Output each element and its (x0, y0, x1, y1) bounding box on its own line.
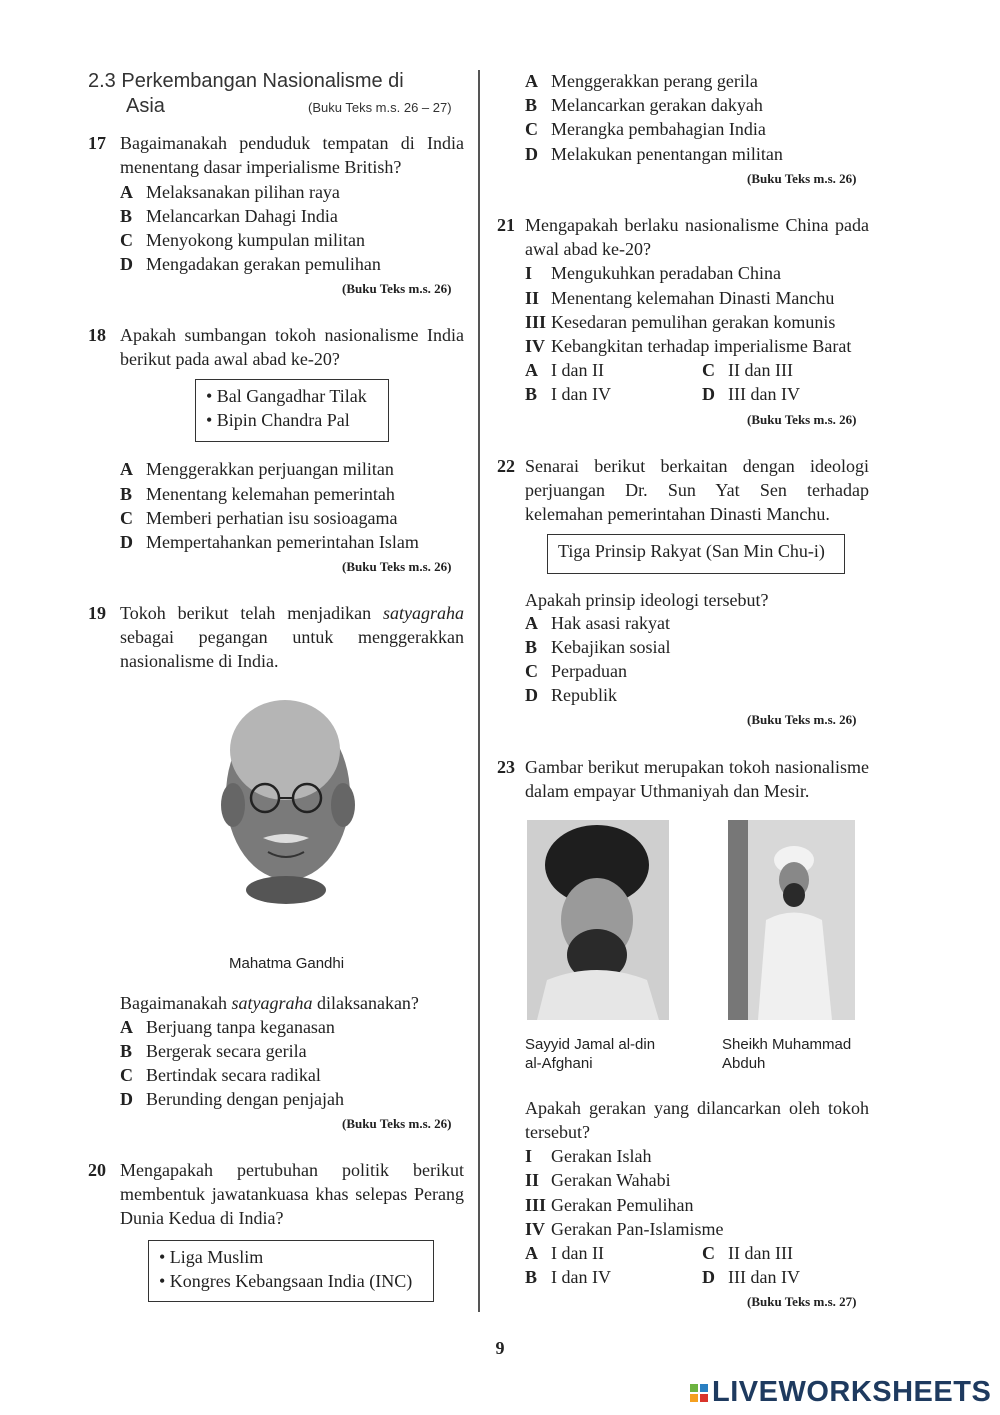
question-23-stem: Apakah gerakan yang dilancarkan oleh tokoh tersebut? (525, 1098, 869, 1142)
q18-option-a[interactable]: A Menggerakkan perjuangan militan (120, 459, 394, 479)
q20-option-b[interactable]: B Melancarkan gerakan dakyah (525, 95, 763, 115)
gandhi-portrait-image (203, 690, 369, 905)
q21-option-a[interactable]: A I dan II (525, 360, 604, 380)
q21-item-2: II Menentang kelemahan Dinasti Manchu (525, 288, 835, 308)
q23-item-2: II Gerakan Wahabi (525, 1170, 671, 1190)
q19-ref: (Buku Teks m.s. 26) (342, 1116, 452, 1131)
q20-option-c[interactable]: C Merangka pembahagian India (525, 119, 766, 139)
afghani-caption (525, 1035, 655, 1073)
q22-info-box: Tiga Prinsip Rakyat (San Min Chu-i) (547, 534, 845, 574)
q17-option-c[interactable]: C Menyokong kumpulan militan (120, 230, 365, 250)
q18-ref: (Buku Teks m.s. 26) (342, 559, 452, 574)
question-19-stem: Bagaimanakah satyagraha dilaksanakan? (120, 993, 419, 1013)
q20-info-box (148, 1240, 434, 1302)
abduh-caption (722, 1035, 851, 1073)
q19-option-c[interactable]: C Bertindak secara radikal (120, 1065, 321, 1085)
q23-item-4: IV Gerakan Pan-Islamisme (525, 1219, 724, 1239)
q23-ref: (Buku Teks m.s. 27) (747, 1294, 857, 1309)
q23-item-1: I Gerakan Islah (525, 1146, 652, 1166)
question-20-text: Mengapakah pertubuhan politik berikut membentuk jawatankuasa khas selepas Perang Dunia Kedua di India? (120, 1160, 464, 1228)
section-title-cont: Asia (126, 95, 165, 117)
question-number-17: 17 (88, 133, 106, 153)
question-22-text: Senarai berikut berkaitan dengan ideologi perjuangan Dr. Sun Yat Sen terhadap kelemahan pemerintahan Dinasti Manchu. (525, 456, 869, 524)
q20-ref: (Buku Teks m.s. 26) (747, 171, 857, 186)
afghani-photo (527, 820, 669, 1020)
question-number-22: 22 (497, 456, 515, 476)
afghani-portrait-image (527, 820, 669, 1020)
afghani-caption-line: Sayyid Jamal al-din (525, 1036, 656, 1053)
question-number-21: 21 (497, 215, 515, 235)
gandhi-caption: Mahatma Gandhi (229, 955, 345, 972)
question-number-23: 23 (497, 757, 515, 777)
q17-option-b[interactable]: B Melancarkan Dahagi India (120, 206, 338, 226)
q22-ref: (Buku Teks m.s. 26) (747, 712, 857, 727)
afghani-caption-line: al-Afghani (525, 1055, 593, 1072)
q17-ref: (Buku Teks m.s. 26) (342, 281, 452, 296)
abduh-portrait-image (728, 820, 855, 1020)
q18-option-b[interactable]: B Menentang kelemahan pemerintah (120, 484, 395, 504)
q22-option-a[interactable]: A Hak asasi rakyat (525, 613, 670, 633)
liveworksheets-logo-icon (690, 1384, 708, 1402)
q23-option-a[interactable]: A I dan II (525, 1243, 604, 1263)
q18-box-item: • Bal Gangadhar Tilak (206, 386, 367, 406)
q22-option-b[interactable]: B Kebajikan sosial (525, 637, 671, 657)
q21-option-c[interactable]: C II dan III (702, 360, 793, 380)
q21-option-b[interactable]: B I dan IV (525, 384, 611, 404)
question-23-text: Gambar berikut merupakan tokoh nasionalisme dalam empayar Uthmaniyah dan Mesir. (525, 757, 869, 801)
q21-ref: (Buku Teks m.s. 26) (747, 412, 857, 427)
q20-option-a[interactable]: A Menggerakkan perang gerila (525, 71, 758, 91)
q19-option-d[interactable]: D Berunding dengan penjajah (120, 1089, 344, 1109)
gandhi-photo (203, 690, 369, 905)
q23-item-3: III Gerakan Pemulihan (525, 1195, 694, 1215)
q21-item-3: III Kesedaran pemulihan gerakan komunis (525, 312, 836, 332)
liveworksheets-logo-text: LIVEWORKSHEETS (712, 1376, 992, 1408)
question-number-19: 19 (88, 603, 106, 623)
question-19-text: Tokoh berikut telah menjadikan satyagraha sebagai pegangan untuk menggerakkan nasionalisme di India. (120, 603, 464, 671)
q22-option-c[interactable]: C Perpaduan (525, 661, 627, 681)
q23-option-d[interactable]: D III dan IV (702, 1267, 800, 1287)
abduh-caption-line: Sheikh Muhammad (722, 1036, 852, 1053)
q23-option-c[interactable]: C II dan III (702, 1243, 793, 1263)
q18-info-box (195, 379, 389, 442)
abduh-caption-line: Abduh (722, 1055, 766, 1072)
q23-option-b[interactable]: B I dan IV (525, 1267, 611, 1287)
question-18-text: Apakah sumbangan tokoh nasionalisme India berikut pada awal abad ke-20? (120, 325, 464, 369)
q20-option-d[interactable]: D Melakukan penentangan militan (525, 144, 783, 164)
q20-box-item: • Liga Muslim (159, 1247, 264, 1267)
q18-option-d[interactable]: D Mempertahankan pemerintahan Islam (120, 532, 419, 552)
q17-option-a[interactable]: A Melaksanakan pilihan raya (120, 182, 340, 202)
q18-box-item: • Bipin Chandra Pal (206, 410, 350, 430)
q21-item-1: I Mengukuhkan peradaban China (525, 263, 781, 283)
q19-option-b[interactable]: B Bergerak secara gerila (120, 1041, 307, 1061)
question-21-text: Mengapakah berlaku nasionalisme China pada awal abad ke-20? (525, 215, 869, 259)
page-number: 9 (495, 1338, 505, 1358)
column-divider (478, 70, 480, 1312)
liveworksheets-logo[interactable] (690, 1376, 991, 1409)
question-number-20: 20 (88, 1160, 106, 1180)
question-number-18: 18 (88, 325, 106, 345)
section-ref: (Buku Teks m.s. 26 – 27) (308, 100, 452, 115)
section-title: 2.3 Perkembangan Nasionalisme di (88, 70, 404, 92)
q18-option-c[interactable]: C Memberi perhatian isu sosioagama (120, 508, 398, 528)
q19-option-a[interactable]: A Berjuang tanpa keganasan (120, 1017, 335, 1037)
q17-option-d[interactable]: D Mengadakan gerakan pemulihan (120, 254, 381, 274)
q21-item-4: IV Kebangkitan terhadap imperialisme Barat (525, 336, 852, 356)
q21-option-d[interactable]: D III dan IV (702, 384, 800, 404)
abduh-photo (728, 820, 855, 1020)
question-17-text: Bagaimanakah penduduk tempatan di India menentang dasar imperialisme British? (120, 133, 464, 177)
q20-box-item: • Kongres Kebangsaan India (INC) (159, 1271, 413, 1291)
q22-option-d[interactable]: D Republik (525, 685, 617, 705)
question-22-stem: Apakah prinsip ideologi tersebut? (525, 590, 769, 610)
